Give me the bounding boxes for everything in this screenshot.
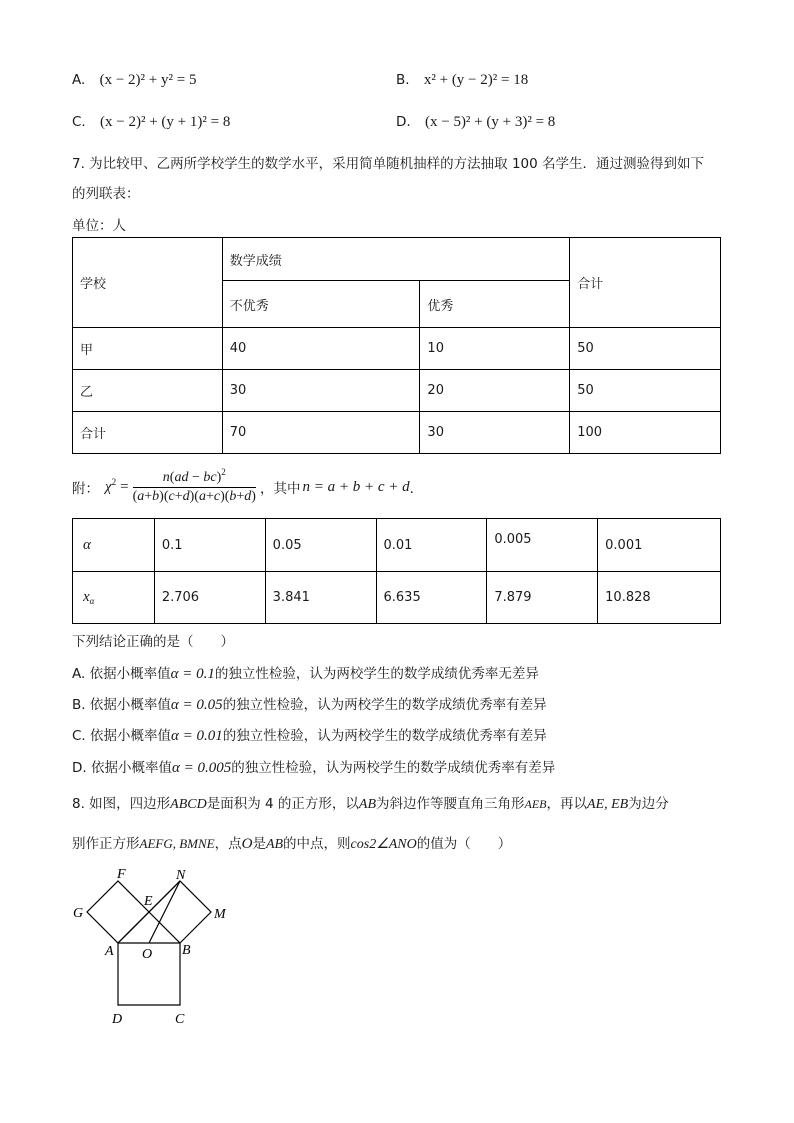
choice-text: 依据小概率值 [90,760,172,776]
choice-text: 依据小概率值 [90,728,172,744]
critical-value: 7.879 [487,572,598,624]
square-aefg [87,881,149,943]
text-run: 的中点，则 [283,836,351,852]
header-not-excellent: 不优秀 [222,281,420,328]
alpha-header: α [73,519,155,572]
critical-value: 6.635 [376,572,487,624]
cell-value: 100 [570,412,721,454]
text-run: ，再以 [546,796,588,812]
chi-symbol: $\chi^2$ [105,476,117,495]
label-d: D [112,1012,123,1027]
option-label: C. [72,114,86,130]
option-label: B. [396,72,410,88]
header-excellent: 优秀 [420,281,570,328]
table-row [73,370,721,412]
x-alpha-header [73,572,155,624]
choice-text: 的独立性检验，认为两校学生的数学成绩优秀率有差异 [222,697,547,713]
text-run: 是 [252,836,266,852]
chi-square-formula [72,462,423,512]
row-label: 甲 [73,328,223,370]
option-b [396,72,528,89]
math-run: AB [265,837,284,852]
choice-c [72,724,547,745]
header-total: 合计 [570,238,721,328]
alpha-value: 0.05 [265,519,376,572]
table-row [73,572,721,624]
row-label: 合计 [73,412,223,454]
cell-value: 10 [420,328,570,370]
math-run: ABCD [170,797,207,812]
alpha-value: 0.01 [376,519,487,572]
choice-label: B. [72,697,86,713]
appendix-label: 附： [72,481,99,497]
critical-value: 2.706 [154,572,265,624]
option-equation: (x − 2)² + y² = 5 [99,72,197,88]
label-o: O [142,947,153,962]
q8-stem-line1 [72,792,669,813]
label-c: C [175,1012,185,1027]
choice-b [72,693,547,714]
option-c [72,114,230,131]
choice-alpha: α = 0.005 [171,760,232,776]
table-row [73,412,721,454]
critical-value-table [72,518,721,624]
appendix-mid-text: ，其中 [259,481,301,497]
option-a [72,72,196,89]
alpha-value: 0.1 [154,519,265,572]
q8-stem-line2 [72,832,511,853]
q7-stem-line1: 7. 为比较甲、乙两所学校学生的数学水平，采用简单随机抽样的方法抽取 100 名学生．通过测验得到如下 [72,156,705,172]
choice-alpha: α = 0.1 [170,666,215,682]
alpha-value: 0.005 [487,519,598,572]
cell-value: 20 [420,370,570,412]
cell-value: 50 [570,370,721,412]
critical-value: 3.841 [265,572,376,624]
label-f: F [117,867,126,882]
formula-fraction [132,466,256,505]
geometry-figure [60,860,240,1035]
choice-alpha: α = 0.05 [170,697,223,713]
choice-label: C. [72,728,86,744]
choice-text: 依据小概率值 [89,666,171,682]
equals-sign: = [120,478,129,495]
choice-label: D. [72,760,87,776]
label-a: A [105,944,114,959]
text-run: 为斜边作等腰直角三角形 [376,796,525,812]
cell-value: 30 [420,412,570,454]
cell-value: 40 [222,328,420,370]
choice-a [72,662,539,683]
n-definition: n = a + b + c + d [302,478,410,495]
segment-no [149,881,180,943]
cell-value: 50 [570,328,721,370]
choice-text: 的独立性检验，认为两校学生的数学成绩优秀率有差异 [222,728,547,744]
header-school: 学校 [73,238,223,328]
math-run: O [241,836,253,852]
math-run: AEB [524,797,547,811]
alpha-subscript: α [89,596,95,606]
appendix-end: ． [409,481,424,497]
option-label: A. [72,72,86,88]
choice-alpha: α = 0.01 [171,728,223,744]
label-m: M [214,907,226,922]
text-run: 为边分 [628,796,669,812]
square-bmne [149,881,211,943]
math-run: AEFG, BMNE [139,836,215,851]
choice-text: 依据小概率值 [89,697,171,713]
cell-value: 70 [222,412,420,454]
option-equation: x² + (y − 2)² = 18 [423,72,529,88]
math-run: AE, EB [587,797,629,812]
choice-text: 的独立性检验，认为两校学生的数学成绩优秀率有差异 [231,760,556,776]
header-math-score: 数学成绩 [222,238,569,281]
label-g: G [73,906,84,921]
text-run: 8. 如图，四边形 [72,796,171,812]
q7-stem-line2: 的列联表： [72,186,140,202]
math-run: AB [358,797,377,812]
option-equation: (x − 5)² + (y + 3)² = 8 [424,114,556,130]
alpha-value: 0.001 [598,519,721,572]
choice-label: A. [72,666,86,682]
option-d [396,114,555,131]
label-e: E [144,894,153,909]
label-b: B [182,943,191,958]
option-label: D. [396,114,411,130]
text-run: ，点 [214,836,242,852]
x-symbol: x [83,589,90,605]
math-run: cos2∠ANO [350,837,417,852]
contingency-table [72,237,721,454]
formula-numerator: n(ad − bc)$^2$ [133,470,256,488]
text-run: 是面积为 4 的正方形，以 [206,796,359,812]
formula-denominator: (a+b)(c+d)(a+c)(b+d) [132,488,256,504]
table-row [73,519,721,572]
choice-text: 的独立性检验，认为两校学生的数学成绩优秀率无差异 [214,666,539,682]
q7-unit: 单位：人 [72,218,126,234]
row-label: 乙 [73,370,223,412]
text-run: 别作正方形 [72,836,140,852]
option-equation: (x − 2)² + (y + 1)² = 8 [100,114,231,130]
q7-question: 下列结论正确的是（ ） [72,634,234,650]
cell-value: 30 [222,370,420,412]
label-n: N [176,868,186,883]
choice-d [72,756,555,777]
text-run: 的值为（ ） [416,836,512,852]
critical-value: 10.828 [598,572,721,624]
table-row [73,328,721,370]
